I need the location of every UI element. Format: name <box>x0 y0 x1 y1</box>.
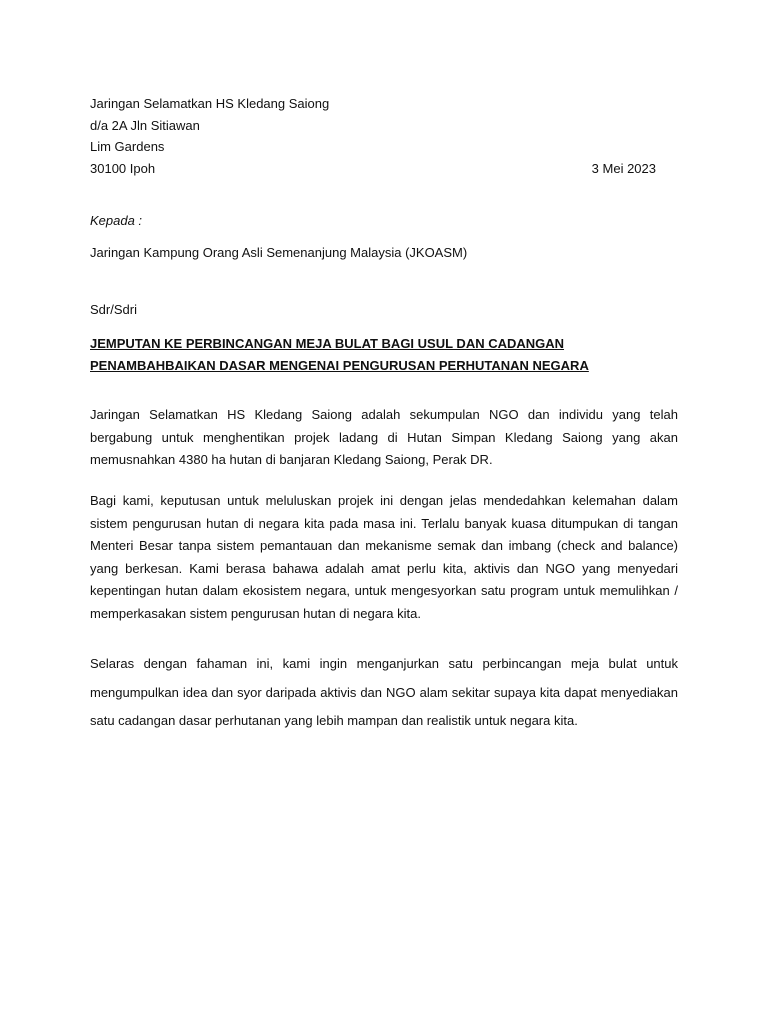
recipient-name: Jaringan Kampung Orang Asli Semenanjung Malaysia (JKOASM) <box>90 245 468 260</box>
salutation: Sdr/Sdri <box>90 302 137 317</box>
sender-area: Lim Gardens <box>90 139 165 154</box>
body-paragraph-1: Jaringan Selamatkan HS Kledang Saiong adalah sekumpulan NGO dan individu yang telah bergabung untuk menghentikan projek ladang di Hutan Simpan Kledang Saiong yang akan memusnahkan 4380 ha hutan di banjaran Kledang Saiong, Perak DR. <box>90 407 678 467</box>
sender-org: Jaringan Selamatkan HS Kledang Saiong <box>90 96 330 111</box>
letter-subject: JEMPUTAN KE PERBINCANGAN MEJA BULAT BAGI USUL DAN CADANGAN PENAMBAHBAIKAN DASAR MENGENAI PENGURUSAN PERHUTANAN NEGARA <box>90 336 589 373</box>
sender-address <box>90 93 678 179</box>
letter-date: 3 Mei 2023 <box>591 161 656 176</box>
recipient-label: Kepada : <box>90 213 143 228</box>
body-paragraph-3: Selaras dengan fahaman ini, kami ingin menganjurkan satu perbincangan meja bulat untuk mengumpulkan idea dan syor daripada aktivis dan NGO alam sekitar supaya kita dapat menyediakan satu cadangan dasar perhutanan yang lebih mampan dan realistik untuk negara kita. <box>90 656 678 728</box>
body-paragraph-2: Bagi kami, keputusan untuk meluluskan projek ini dengan jelas mendedahkan kelemahan dalam sistem pengurusan hutan di negara kita pada masa ini. Terlalu banyak kuasa ditumpukan di tangan Menteri Besar tanpa sistem pemantauan dan mekanisme semak dan imbang (check and balance) yang berkesan. Kami berasa bahawa adalah amat perlu kita, aktivis dan NGO yang menyedari kepentingan hutan dalam ekosistem negara, untuk mengesyorkan satu program untuk memulihkan / memperkasakan sistem pengurusan hutan di negara kita. <box>90 493 678 621</box>
sender-postcode-city: 30100 Ipoh <box>90 160 156 176</box>
sender-street: d/a 2A Jln Sitiawan <box>90 117 200 133</box>
